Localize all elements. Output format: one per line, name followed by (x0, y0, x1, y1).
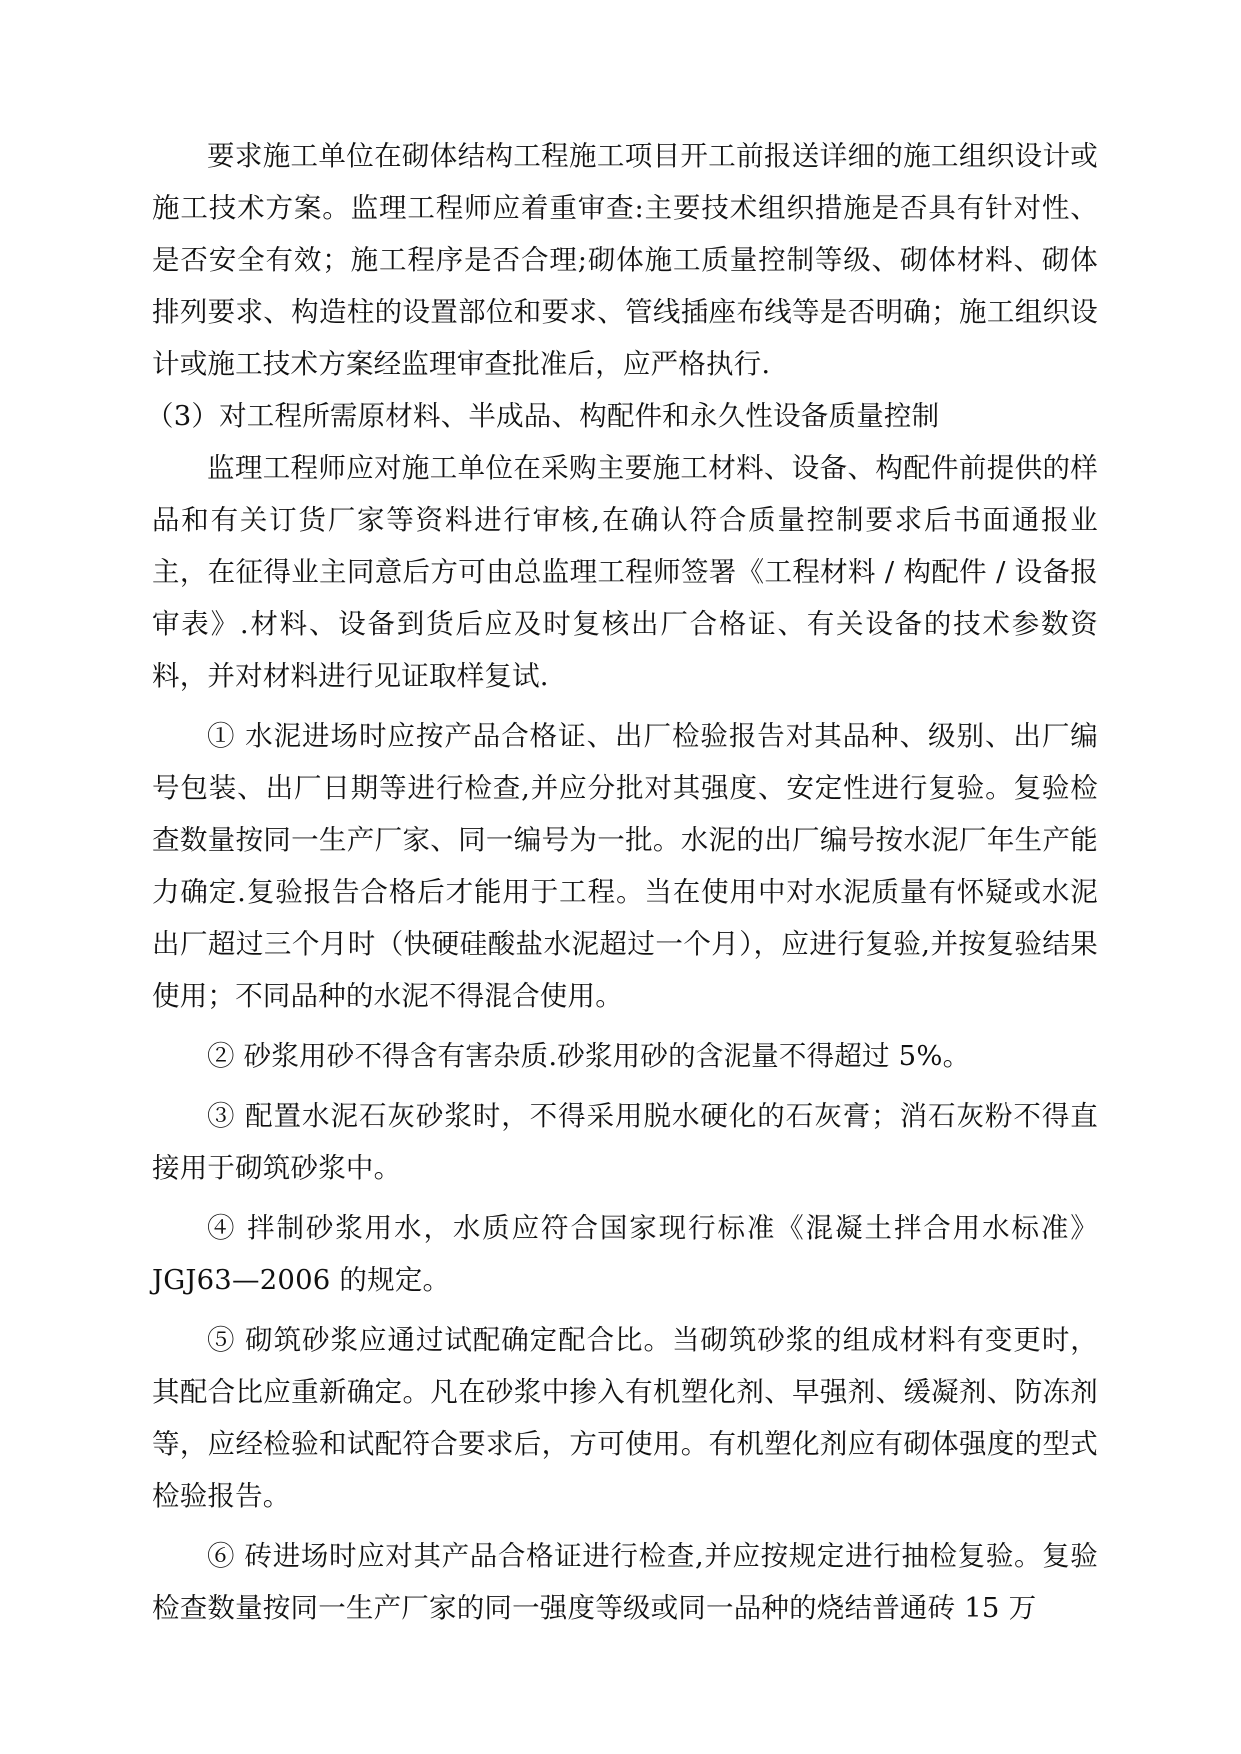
list-item-brick-inspection: ⑥ 砖进场时应对其产品合格证进行检查,并应按规定进行抽检复验。复验检查数量按同一生产厂家的同一强度等级或同一品种的烧结普通砖 15 万 (152, 1540, 1098, 1624)
list-item-lime-mortar: ③ 配置水泥石灰砂浆时，不得采用脱水硬化的石灰膏；消石灰粉不得直接用于砌筑砂浆中。 (152, 1100, 1098, 1184)
list-item-mortar-mix-ratio: ⑤ 砌筑砂浆应通过试配确定配合比。当砌筑砂浆的组成材料有变更时，其配合比应重新确定。凡在砂浆中掺入有机塑化剂、早强剂、缓凝剂、防冻剂等，应经检验和试配符合要求后，方可使用。有机塑化剂应有砌体强度的型式检验报告。 (152, 1324, 1098, 1512)
list-item-sand-requirements: ② 砂浆用砂不得含有害杂质.砂浆用砂的含泥量不得超过 5%。 (207, 1040, 971, 1072)
paragraph-construction-plan-review: 要求施工单位在砌体结构工程施工项目开工前报送详细的施工组织设计或施工技术方案。监理工程师应着重审查:主要技术组织措施是否具有针对性、是否安全有效；施工程序是否合理;砌体施工质量控制等级、砌体材料、砌体排列要求、构造柱的设置部位和要求、管线插座布线等是否明确；施工组织设计或施工技术方案经监理审查批准后，应严格执行. (152, 140, 1098, 380)
list-item-mixing-water: ④ 拌制砂浆用水，水质应符合国家现行标准《混凝土拌合用水标准》JGJ63—2006 的规定。 (152, 1212, 1098, 1296)
list-item-cement-inspection: ① 水泥进场时应按产品合格证、出厂检验报告对其品种、级别、出厂编号包装、出厂日期等进行检查,并应分批对其强度、安定性进行复验。复验检查数量按同一生产厂家、同一编号为一批。水泥的出厂编号按水泥厂年生产能力确定.复验报告合格后才能用于工程。当在使用中对水泥质量有怀疑或水泥出厂超过三个月时（快硬硅酸盐水泥超过一个月），应进行复验,并按复验结果使用；不同品种的水泥不得混合使用。 (152, 720, 1098, 1012)
document-body (146, 130, 1098, 1634)
paragraph-material-sample-review: 监理工程师应对施工单位在采购主要施工材料、设备、构配件前提供的样品和有关订货厂家等资料进行审核,在确认符合质量控制要求后书面通报业主，在征得业主同意后方可由总监理工程师签署《工程材料 / 构配件 / 设备报审表》.材料、设备到货后应及时复核出厂合格证、有关设备的技术参数资料，并对材料进行见证取样复试. (152, 452, 1098, 692)
section-heading-material-quality-control: （3）对工程所需原材料、半成品、构配件和永久性设备质量控制 (146, 400, 940, 432)
